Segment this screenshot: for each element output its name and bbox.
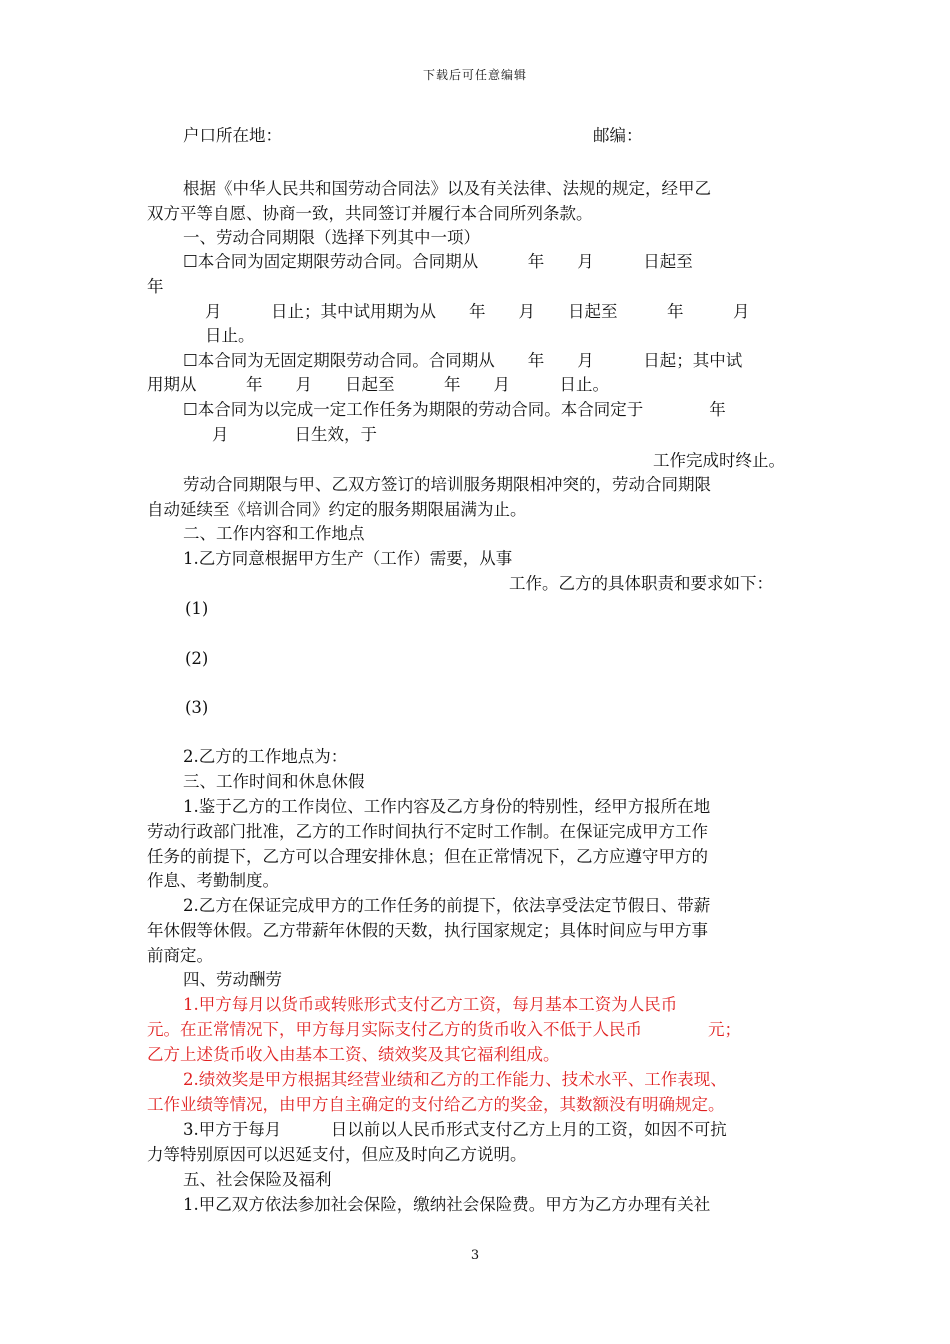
paragraph-line: 任务的前提下，乙方可以合理安排休息；但在正常情况下，乙方应遵守甲方的: [147, 847, 708, 866]
postcode-label: 邮编：: [593, 126, 643, 145]
list-item: (3): [185, 698, 209, 717]
highlighted-line: 1.甲方每月以货币或转账形式支付乙方工资，每月基本工资为人民币: [183, 995, 678, 1014]
paragraph-line: 用期从 年 月 日起至 年 月 日止。: [147, 375, 609, 394]
highlighted-line: 工作业绩等情况，由甲方自主确定的支付给乙方的奖金，其数额没有明确规定。: [147, 1095, 725, 1114]
list-item: (2): [185, 649, 209, 668]
paragraph-line: 前商定。: [147, 946, 213, 965]
highlighted-line: 2.绩效奖是甲方根据其经营业绩和乙方的工作能力、技术水平、工作表现、: [183, 1070, 727, 1089]
page-header: 下载后可任意编辑: [422, 68, 527, 82]
section-heading-5: 五、社会保险及福利: [183, 1170, 332, 1189]
paragraph-line: 工作。乙方的具体职责和要求如下：: [509, 574, 773, 593]
paragraph-line: 力等特别原因可以迟延支付，但应及时向乙方说明。: [147, 1145, 527, 1164]
paragraph-line: 2.乙方在保证完成甲方的工作任务的前提下，依法享受法定节假日、带薪: [183, 896, 711, 915]
paragraph-line: 劳动合同期限与甲、乙双方签订的培训服务期限相冲突的，劳动合同期限: [183, 475, 711, 494]
section-heading-1: 一、劳动合同期限（选择下列其中一项）: [183, 228, 480, 247]
paragraph-line: 年: [147, 277, 164, 296]
highlighted-line: 元。在正常情况下，甲方每月实际支付乙方的货币收入不低于人民币 元；: [147, 1020, 741, 1039]
paragraph-line: 劳动行政部门批准，乙方的工作时间执行不定时工作制。在保证完成甲方工作: [147, 822, 708, 841]
paragraph-line: 3.甲方于每月 日以前以人民币形式支付乙方上月的工资，如因不可抗: [183, 1120, 727, 1139]
section-heading-2: 二、工作内容和工作地点: [183, 524, 365, 543]
paragraph-line: 年休假等休假。乙方带薪年休假的天数，执行国家规定；具体时间应与甲方事: [147, 921, 708, 940]
paragraph-line: 根据《中华人民共和国劳动合同法》以及有关法律、法规的规定，经甲乙: [183, 179, 711, 198]
paragraph-line: 月 日止；其中试用期为从 年 月 日起至 年 月: [205, 302, 750, 321]
section-heading-4: 四、劳动酬劳: [183, 970, 282, 989]
option-fixed-term: ☐本合同为固定期限劳动合同。合同期从 年 月 日起至: [183, 252, 693, 271]
section-heading-3: 三、工作时间和休息休假: [183, 772, 365, 791]
option-task-term: ☐本合同为以完成一定工作任务为期限的劳动合同。本合同定于 年: [183, 400, 726, 419]
option-open-term: ☐本合同为无固定期限劳动合同。合同期从 年 月 日起；其中试: [183, 351, 743, 370]
list-item: (1): [185, 599, 209, 618]
paragraph-line: 2.乙方的工作地点为：: [183, 747, 348, 766]
paragraph-line: 日止。: [205, 326, 255, 345]
paragraph-line: 1.鉴于乙方的工作岗位、工作内容及乙方身份的特别性，经甲方报所在地: [183, 797, 711, 816]
paragraph-line: 月 日生效，于: [212, 425, 377, 444]
paragraph-line: 工作完成时终止。: [653, 451, 785, 470]
highlighted-line: 乙方上述货币收入由基本工资、绩效奖及其它福利组成。: [147, 1045, 560, 1064]
paragraph-line: 1.甲乙双方依法参加社会保险，缴纳社会保险费。甲方为乙方办理有关社: [183, 1195, 711, 1214]
paragraph-line: 双方平等自愿、协商一致，共同签订并履行本合同所列条款。: [147, 204, 593, 223]
paragraph-line: 1.乙方同意根据甲方生产（工作）需要，从事: [183, 549, 513, 568]
paragraph-line: 自动延续至《培训合同》约定的服务期限届满为止。: [147, 500, 527, 519]
hukou-label: 户口所在地：: [183, 126, 282, 145]
paragraph-line: 作息、考勤制度。: [147, 871, 279, 890]
page-number: 3: [470, 1248, 480, 1263]
